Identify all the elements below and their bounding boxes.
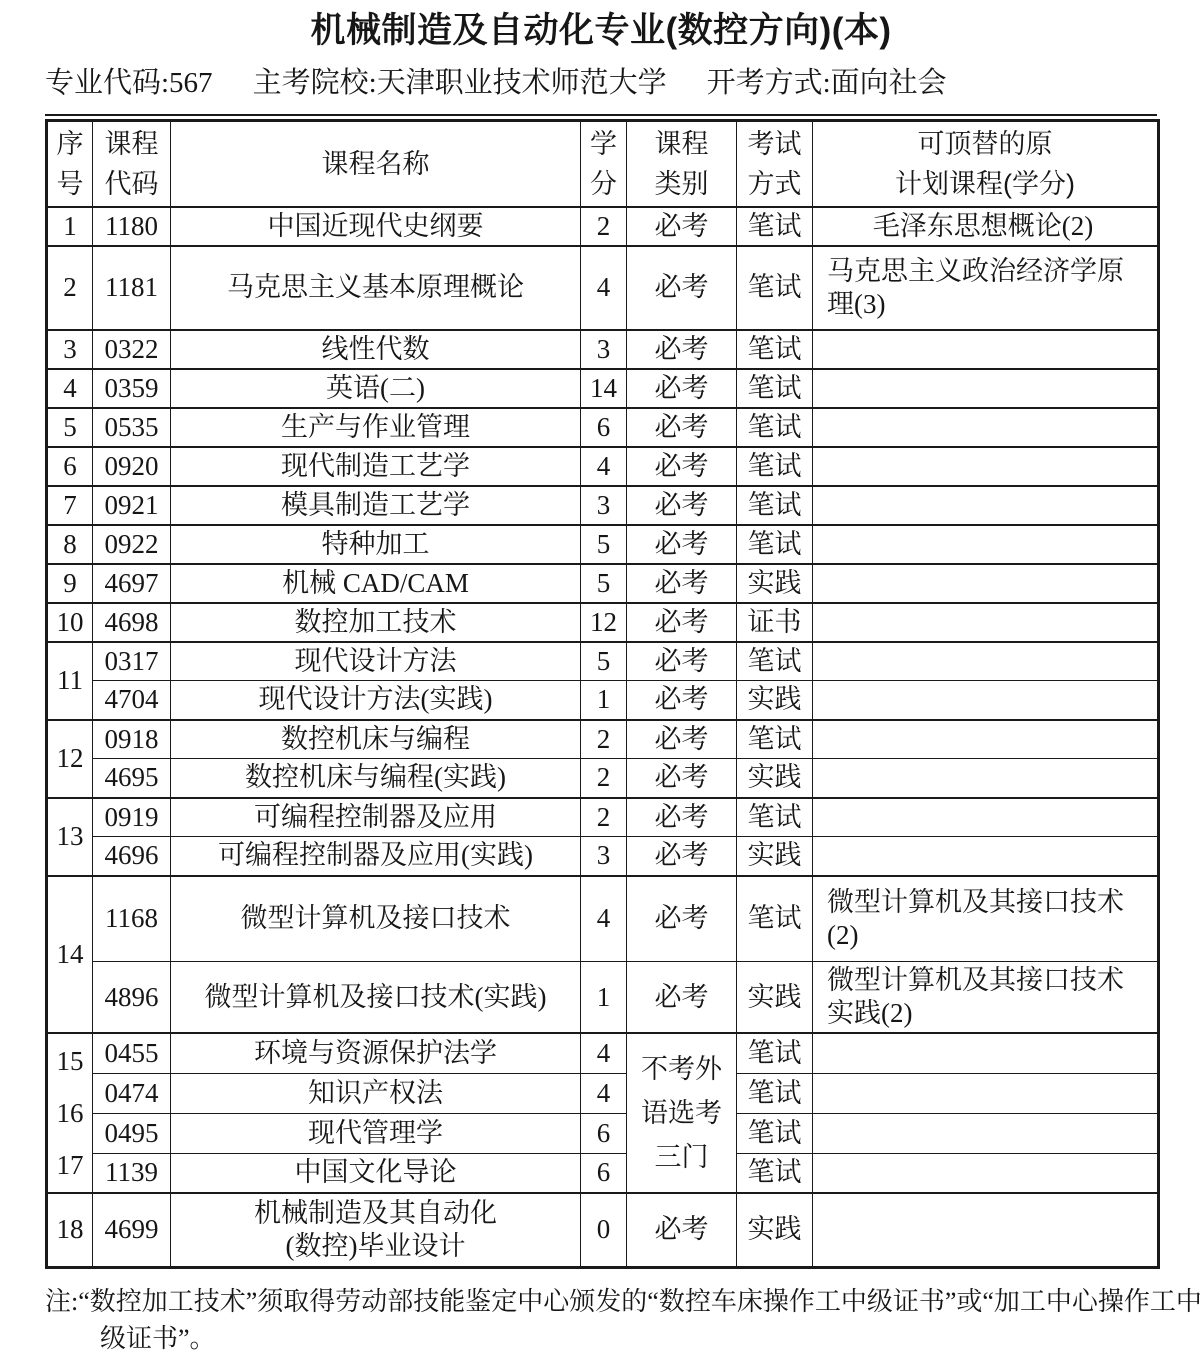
course-exam: 笔试	[737, 330, 813, 369]
course-exam: 实践	[737, 759, 813, 798]
course-exam: 实践	[737, 564, 813, 603]
course-code: 0455	[93, 1033, 171, 1073]
course-category: 必考	[627, 447, 737, 486]
course-code: 4696	[93, 837, 171, 876]
header-line: 号	[56, 168, 84, 199]
course-category: 不考外语选考三门	[627, 1033, 737, 1193]
course-credits: 14	[581, 369, 627, 408]
header-line: 序	[56, 128, 84, 159]
course-credits: 4	[581, 1073, 627, 1113]
course-exam: 笔试	[737, 525, 813, 564]
course-exam: 笔试	[737, 486, 813, 525]
course-replace	[813, 1153, 1159, 1193]
course-no: 4	[47, 369, 93, 408]
header-line: 可顶替的原	[917, 128, 1053, 159]
course-replace	[813, 330, 1159, 369]
course-replace	[813, 525, 1159, 564]
course-name: 中国文化导论	[171, 1153, 581, 1193]
course-code: 0920	[93, 447, 171, 486]
course-code: 0322	[93, 330, 171, 369]
table-wrap	[45, 114, 1157, 1269]
course-name: 中国近现代史纲要	[171, 207, 581, 246]
table-row	[47, 681, 1159, 720]
course-credits: 2	[581, 720, 627, 759]
course-no: 3	[47, 330, 93, 369]
course-credits: 6	[581, 1153, 627, 1193]
table-row	[47, 1073, 1159, 1113]
header-line: 学	[590, 128, 617, 159]
course-replace	[813, 447, 1159, 486]
course-credits: 1	[581, 962, 627, 1034]
course-code: 0535	[93, 408, 171, 447]
header-line: 方式	[747, 168, 802, 199]
course-category: 必考	[627, 369, 737, 408]
course-exam: 笔试	[737, 798, 813, 837]
course-category: 必考	[627, 798, 737, 837]
course-name: 环境与资源保护法学	[171, 1033, 581, 1073]
course-credits: 2	[581, 207, 627, 246]
course-exam: 证书	[737, 603, 813, 642]
course-exam: 实践	[737, 962, 813, 1034]
table-row	[47, 962, 1159, 1034]
course-name: 特种加工	[171, 525, 581, 564]
course-name: 现代设计方法(实践)	[171, 681, 581, 720]
course-code: 1139	[93, 1153, 171, 1193]
table-header-row	[47, 121, 1159, 207]
course-name: 模具制造工艺学	[171, 486, 581, 525]
table-row	[47, 1113, 1159, 1153]
course-replace	[813, 486, 1159, 525]
course-code: 0918	[93, 720, 171, 759]
table-row	[47, 1033, 1159, 1073]
course-name: 数控加工技术	[171, 603, 581, 642]
course-category: 必考	[627, 408, 737, 447]
col-header-name: 课程名称	[171, 121, 581, 207]
course-exam: 笔试	[737, 207, 813, 246]
course-exam: 笔试	[737, 246, 813, 330]
course-replace	[813, 837, 1159, 876]
course-credits: 2	[581, 798, 627, 837]
course-credits: 4	[581, 876, 627, 962]
table-row	[47, 642, 1159, 681]
course-credits: 5	[581, 564, 627, 603]
course-code: 1168	[93, 876, 171, 962]
course-credits: 4	[581, 447, 627, 486]
table-row	[47, 837, 1159, 876]
course-code: 1180	[93, 207, 171, 246]
course-exam: 笔试	[737, 408, 813, 447]
course-category: 必考	[627, 207, 737, 246]
header-line: 课程	[104, 128, 159, 159]
course-category: 必考	[627, 486, 737, 525]
course-code: 4698	[93, 603, 171, 642]
course-replace: 马克思主义政治经济学原理(3)	[813, 246, 1159, 330]
course-code: 0474	[93, 1073, 171, 1113]
course-credits: 5	[581, 642, 627, 681]
footnote: 注:“数控加工技术”须取得劳动部技能鉴定中心颁发的“数控车床操作工中级证书”或“加工中心操作工中级证书”。	[45, 1286, 1202, 1353]
course-code: 0495	[93, 1113, 171, 1153]
table-row	[47, 798, 1159, 837]
course-replace	[813, 369, 1159, 408]
col-header-replace	[813, 121, 1159, 207]
course-category: 必考	[627, 1193, 737, 1267]
course-exam: 笔试	[737, 642, 813, 681]
course-exam: 笔试	[737, 876, 813, 962]
course-no-group	[47, 1033, 93, 1193]
course-no: 16	[56, 1098, 84, 1128]
course-replace	[813, 759, 1159, 798]
course-no: 8	[47, 525, 93, 564]
course-exam: 实践	[737, 1193, 813, 1267]
table-row	[47, 720, 1159, 759]
course-replace	[813, 798, 1159, 837]
table-row	[47, 603, 1159, 642]
course-replace: 微型计算机及其接口技术(2)	[813, 876, 1159, 962]
course-code: 0919	[93, 798, 171, 837]
course-exam: 实践	[737, 681, 813, 720]
table-row	[47, 246, 1159, 330]
course-replace	[813, 1073, 1159, 1113]
course-code: 4704	[93, 681, 171, 720]
course-category: 必考	[627, 525, 737, 564]
host-school: 主考院校:天津职业技术师范大学	[252, 67, 667, 99]
course-name: 机械 CAD/CAM	[171, 564, 581, 603]
course-credits: 3	[581, 486, 627, 525]
course-credits: 0	[581, 1193, 627, 1267]
course-exam: 实践	[737, 837, 813, 876]
course-name: 知识产权法	[171, 1073, 581, 1113]
course-name-line: 机械制造及其自动化	[254, 1197, 497, 1228]
col-header-exam	[737, 121, 813, 207]
course-no: 2	[47, 246, 93, 330]
col-header-credits	[581, 121, 627, 207]
course-no: 10	[47, 603, 93, 642]
course-name: 数控机床与编程	[171, 720, 581, 759]
course-replace	[813, 1033, 1159, 1073]
header-line: 类别	[654, 168, 709, 199]
course-name: 数控机床与编程(实践)	[171, 759, 581, 798]
course-code: 4896	[93, 962, 171, 1034]
course-replace: 微型计算机及其接口技术实践(2)	[813, 962, 1159, 1034]
course-category: 必考	[627, 564, 737, 603]
course-exam: 笔试	[737, 1033, 813, 1073]
course-replace	[813, 603, 1159, 642]
course-credits: 4	[581, 1033, 627, 1073]
course-name: 英语(二)	[171, 369, 581, 408]
table-row	[47, 330, 1159, 369]
course-credits: 6	[581, 408, 627, 447]
course-code: 4697	[93, 564, 171, 603]
course-name: 现代制造工艺学	[171, 447, 581, 486]
course-credits: 3	[581, 837, 627, 876]
course-replace	[813, 1193, 1159, 1267]
header-line: 分	[590, 168, 617, 199]
course-name: 可编程控制器及应用	[171, 798, 581, 837]
course-replace	[813, 1113, 1159, 1153]
course-code: 0359	[93, 369, 171, 408]
course-category: 必考	[627, 603, 737, 642]
table-row	[47, 207, 1159, 246]
course-code: 4695	[93, 759, 171, 798]
course-category: 必考	[627, 246, 737, 330]
course-credits: 12	[581, 603, 627, 642]
exam-mode: 开考方式:面向社会	[706, 67, 947, 99]
course-exam: 笔试	[737, 369, 813, 408]
table-row	[47, 447, 1159, 486]
course-name: 线性代数	[171, 330, 581, 369]
course-name: 生产与作业管理	[171, 408, 581, 447]
course-no: 11	[47, 642, 93, 720]
course-no: 12	[47, 720, 93, 798]
course-category: 必考	[627, 837, 737, 876]
course-replace: 毛泽东思想概论(2)	[813, 207, 1159, 246]
course-name: 微型计算机及接口技术	[171, 876, 581, 962]
course-exam: 笔试	[737, 720, 813, 759]
table-row	[47, 369, 1159, 408]
header-line: 计划课程(学分)	[895, 168, 1075, 199]
course-category: 必考	[627, 642, 737, 681]
course-credits: 2	[581, 759, 627, 798]
meta-line	[45, 64, 1157, 102]
course-no: 9	[47, 564, 93, 603]
course-code: 4699	[93, 1193, 171, 1267]
course-credits: 3	[581, 330, 627, 369]
table-row	[47, 1153, 1159, 1193]
course-category: 必考	[627, 681, 737, 720]
course-name: 马克思主义基本原理概论	[171, 246, 581, 330]
course-no: 17	[56, 1150, 84, 1180]
course-name-line: (数控)毕业设计	[285, 1230, 466, 1261]
course-name	[171, 1193, 581, 1267]
course-replace	[813, 408, 1159, 447]
course-no: 14	[47, 876, 93, 1034]
course-credits: 5	[581, 525, 627, 564]
major-code: 专业代码:567	[45, 67, 213, 99]
course-code: 0317	[93, 642, 171, 681]
course-replace	[813, 681, 1159, 720]
course-exam: 笔试	[737, 1073, 813, 1113]
course-no: 5	[47, 408, 93, 447]
course-name: 现代设计方法	[171, 642, 581, 681]
course-name: 微型计算机及接口技术(实践)	[171, 962, 581, 1034]
course-replace	[813, 564, 1159, 603]
course-plan-table	[45, 119, 1160, 1269]
course-category: 必考	[627, 759, 737, 798]
course-no: 6	[47, 447, 93, 486]
course-credits: 6	[581, 1113, 627, 1153]
course-name: 现代管理学	[171, 1113, 581, 1153]
course-category: 必考	[627, 962, 737, 1034]
table-row	[47, 564, 1159, 603]
col-header-no	[47, 121, 93, 207]
course-exam: 笔试	[737, 1153, 813, 1193]
course-replace	[813, 720, 1159, 759]
course-no: 7	[47, 486, 93, 525]
table-row	[47, 876, 1159, 962]
course-category: 必考	[627, 330, 737, 369]
course-code: 1181	[93, 246, 171, 330]
course-category: 必考	[627, 876, 737, 962]
course-code: 0922	[93, 525, 171, 564]
header-line: 代码	[104, 168, 159, 199]
course-exam: 笔试	[737, 1113, 813, 1153]
col-header-code	[93, 121, 171, 207]
table-row	[47, 1193, 1159, 1267]
header-line: 考试	[747, 128, 802, 159]
course-no: 18	[47, 1193, 93, 1267]
table-row	[47, 486, 1159, 525]
header-line: 课程	[654, 128, 709, 159]
course-credits: 1	[581, 681, 627, 720]
course-exam: 笔试	[737, 447, 813, 486]
course-replace	[813, 642, 1159, 681]
course-no: 1	[47, 207, 93, 246]
course-no: 13	[47, 798, 93, 876]
page-title: 机械制造及自动化专业(数控方向)(本)	[310, 11, 892, 50]
table-row	[47, 525, 1159, 564]
course-category: 必考	[627, 720, 737, 759]
course-name: 可编程控制器及应用(实践)	[171, 837, 581, 876]
course-code: 0921	[93, 486, 171, 525]
course-credits: 4	[581, 246, 627, 330]
course-no: 15	[56, 1046, 84, 1076]
table-row	[47, 408, 1159, 447]
col-header-category	[627, 121, 737, 207]
table-row	[47, 759, 1159, 798]
